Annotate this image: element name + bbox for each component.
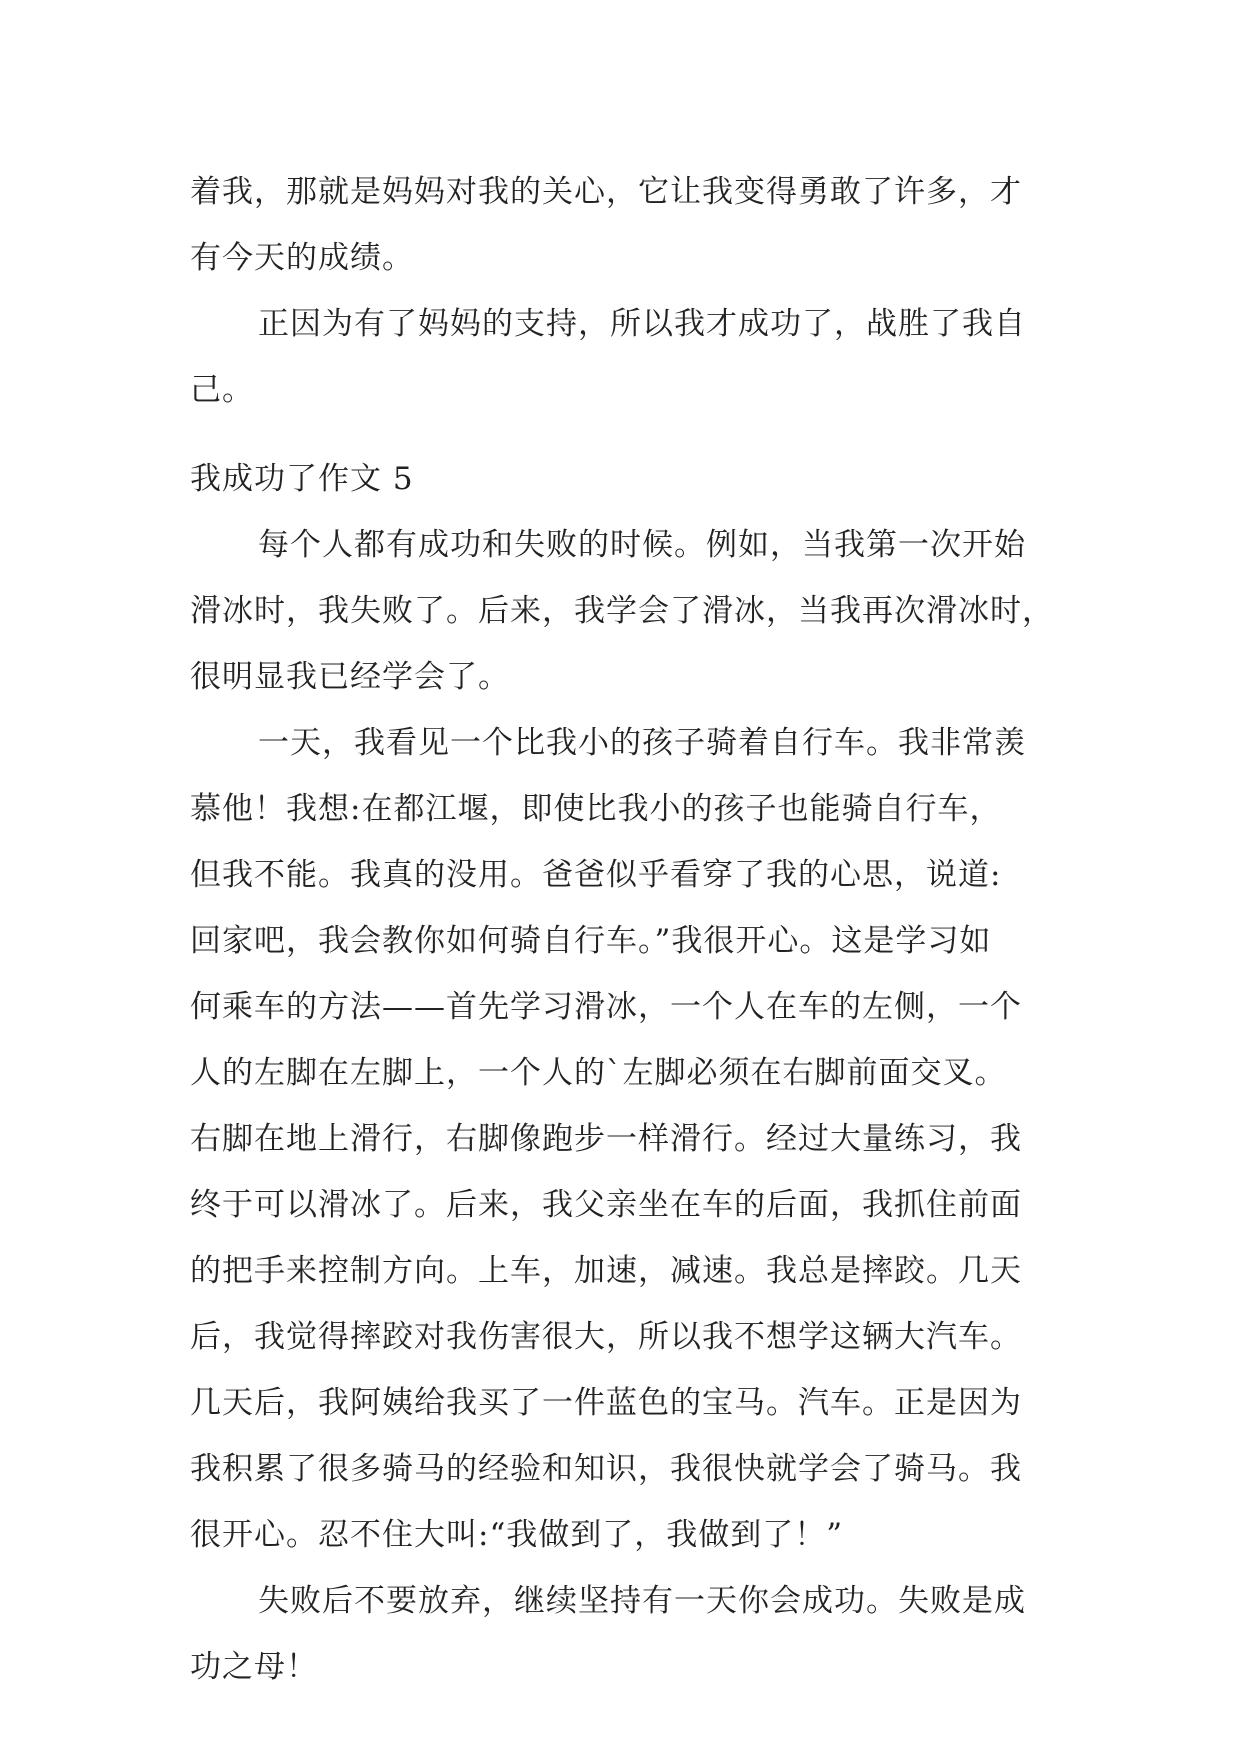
text-line: 人的左脚在左脚上，一个人的`左脚必须在右脚前面交叉。 [190,1055,1007,1091]
text-line: 何乘车的方法——首先学习滑冰，一个人在车的左侧，一个 [190,989,1022,1025]
paragraph [190,710,1070,1568]
text-line: 正因为有了妈妈的支持，所以我才成功了，战胜了我自 [258,306,1026,342]
text-line: 的把手来控制方向。上车，加速，减速。我总是摔跤。几天 [190,1253,1022,1289]
text-line: 几天后，我阿姨给我买了一件蓝色的宝马。汽车。正是因为 [190,1385,1022,1421]
paragraph [190,512,1070,710]
text-line: 但我不能。我真的没用。爸爸似乎看穿了我的心思，说道: [190,857,1002,893]
intro-text [190,159,1070,423]
text-line: 每个人都有成功和失败的时候。例如，当我第一次开始 [258,527,1026,563]
text-line: 一天，我看见一个比我小的孩子骑着自行车。我非常羡 [258,725,1026,761]
paragraph [190,159,1070,291]
text-line: 很开心。忍不住大叫:“我做到了，我做到了！” [190,1517,844,1553]
text-line: 有今天的成绩。 [190,240,414,276]
section-body [190,512,1070,1700]
text-line: 滑冰时，我失败了。后来，我学会了滑冰，当我再次滑冰时， [190,593,1054,629]
section-title: 我成功了作文 5 [190,461,414,497]
text-line: 后，我觉得摔跤对我伤害很大，所以我不想学这辆大汽车。 [190,1319,1022,1355]
section-title-block [190,446,1070,512]
text-line: 我积累了很多骑马的经验和知识，我很快就学会了骑马。我 [190,1451,1022,1487]
paragraph [190,1568,1070,1700]
text-line: 回家吧，我会教你如何骑自行车。”我很开心。这是学习如 [190,923,992,959]
paragraph [190,291,1070,423]
text-line: 着我，那就是妈妈对我的关心，它让我变得勇敢了许多，才 [190,174,1022,210]
text-line: 终于可以滑冰了。后来，我父亲坐在车的后面，我抓住前面 [190,1187,1022,1223]
text-line: 慕他！我想:在都江堰，即使比我小的孩子也能骑自行车， [190,791,1002,827]
text-line: 己。 [190,372,254,408]
text-line: 失败后不要放弃，继续坚持有一天你会成功。失败是成 [258,1583,1026,1619]
text-line: 右脚在地上滑行，右脚像跑步一样滑行。经过大量练习，我 [190,1121,1022,1157]
text-line: 很明显我已经学会了。 [190,659,510,695]
text-line: 功之母！ [190,1649,318,1685]
